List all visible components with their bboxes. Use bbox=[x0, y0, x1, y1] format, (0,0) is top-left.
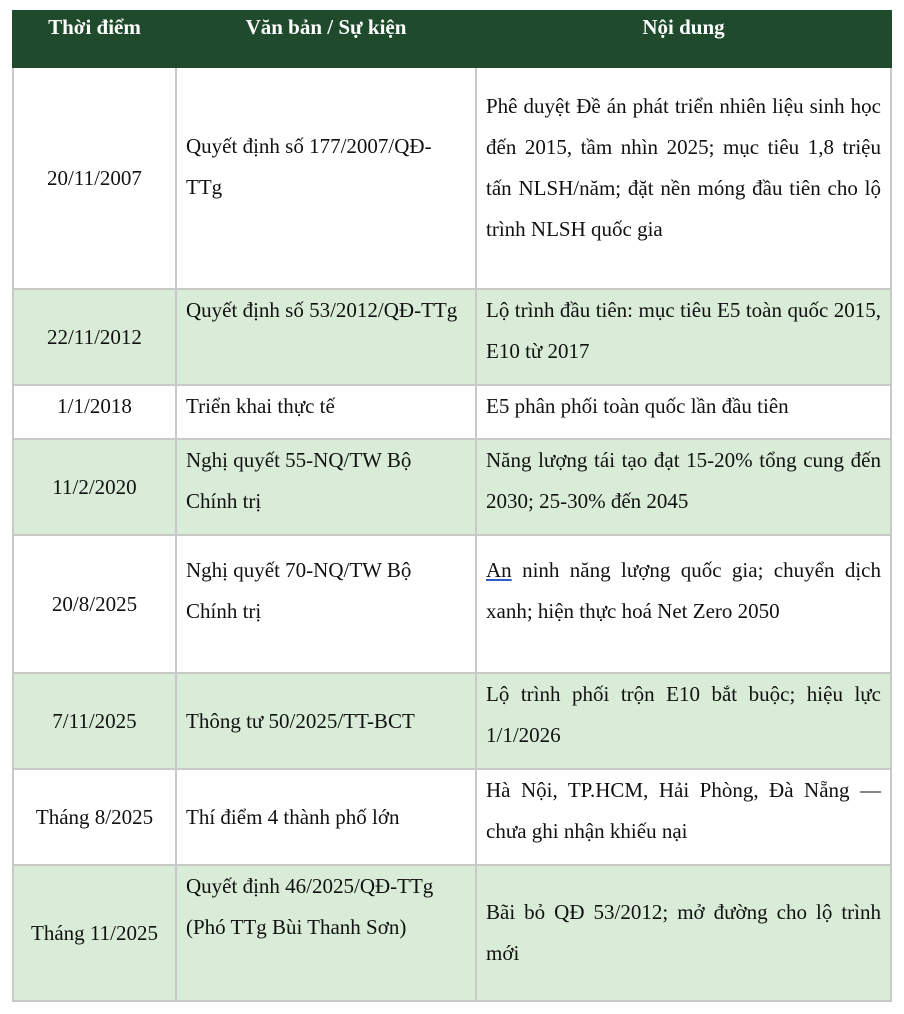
row-content: E5 phân phối toàn quốc lần đầu tiên bbox=[476, 385, 891, 439]
row-content: Lộ trình đầu tiên: mục tiêu E5 toàn quốc 2015, E10 từ 2017 bbox=[476, 289, 891, 385]
row-content: Lộ trình phối trộn E10 bắt buộc; hiệu lực 1/1/2026 bbox=[476, 673, 891, 769]
row-document: Quyết định 46/2025/QĐ-TTg (Phó TTg Bùi Thanh Sơn) bbox=[176, 865, 476, 1001]
row-content bbox=[476, 535, 891, 673]
header-time: Thời điểm bbox=[13, 11, 176, 67]
row-document: Triển khai thực tế bbox=[176, 385, 476, 439]
table-row bbox=[13, 769, 891, 865]
table-header-row bbox=[13, 11, 891, 67]
content-rest: ninh năng lượng quốc gia; chuyển dịch xanh; hiện thực hoá Net Zero 2050 bbox=[486, 558, 881, 623]
row-date: Tháng 8/2025 bbox=[13, 769, 176, 865]
row-document: Thí điểm 4 thành phố lớn bbox=[176, 769, 476, 865]
content-underlined-word: An bbox=[486, 558, 512, 582]
row-content: Phê duyệt Đề án phát triển nhiên liệu sinh học đến 2015, tầm nhìn 2025; mục tiêu 1,8 triệu tấn NLSH/năm; đặt nền móng đầu tiên cho lộ trình NLSH quốc gia bbox=[476, 67, 891, 289]
row-date: 11/2/2020 bbox=[13, 439, 176, 535]
row-document: Nghị quyết 55-NQ/TW Bộ Chính trị bbox=[176, 439, 476, 535]
row-content: Hà Nội, TP.HCM, Hải Phòng, Đà Nẵng — chưa ghi nhận khiếu nại bbox=[476, 769, 891, 865]
row-date: 22/11/2012 bbox=[13, 289, 176, 385]
table-row bbox=[13, 67, 891, 289]
table-row bbox=[13, 439, 891, 535]
row-document: Nghị quyết 70-NQ/TW Bộ Chính trị bbox=[176, 535, 476, 673]
row-content: Bãi bỏ QĐ 53/2012; mở đường cho lộ trình mới bbox=[476, 865, 891, 1001]
row-document: Quyết định số 53/2012/QĐ-TTg bbox=[176, 289, 476, 385]
row-date: 7/11/2025 bbox=[13, 673, 176, 769]
row-document: Quyết định số 177/2007/QĐ-TTg bbox=[176, 67, 476, 289]
row-content: Năng lượng tái tạo đạt 15-20% tổng cung đến 2030; 25-30% đến 2045 bbox=[476, 439, 891, 535]
row-document: Thông tư 50/2025/TT-BCT bbox=[176, 673, 476, 769]
header-document: Văn bản / Sự kiện bbox=[176, 11, 476, 67]
table-row bbox=[13, 865, 891, 1001]
timeline-table bbox=[12, 10, 892, 1002]
row-date: 20/11/2007 bbox=[13, 67, 176, 289]
table-row bbox=[13, 535, 891, 673]
table-row bbox=[13, 385, 891, 439]
table-row bbox=[13, 289, 891, 385]
table-row bbox=[13, 673, 891, 769]
row-date: 1/1/2018 bbox=[13, 385, 176, 439]
row-date: 20/8/2025 bbox=[13, 535, 176, 673]
row-date: Tháng 11/2025 bbox=[13, 865, 176, 1001]
header-content: Nội dung bbox=[476, 11, 891, 67]
